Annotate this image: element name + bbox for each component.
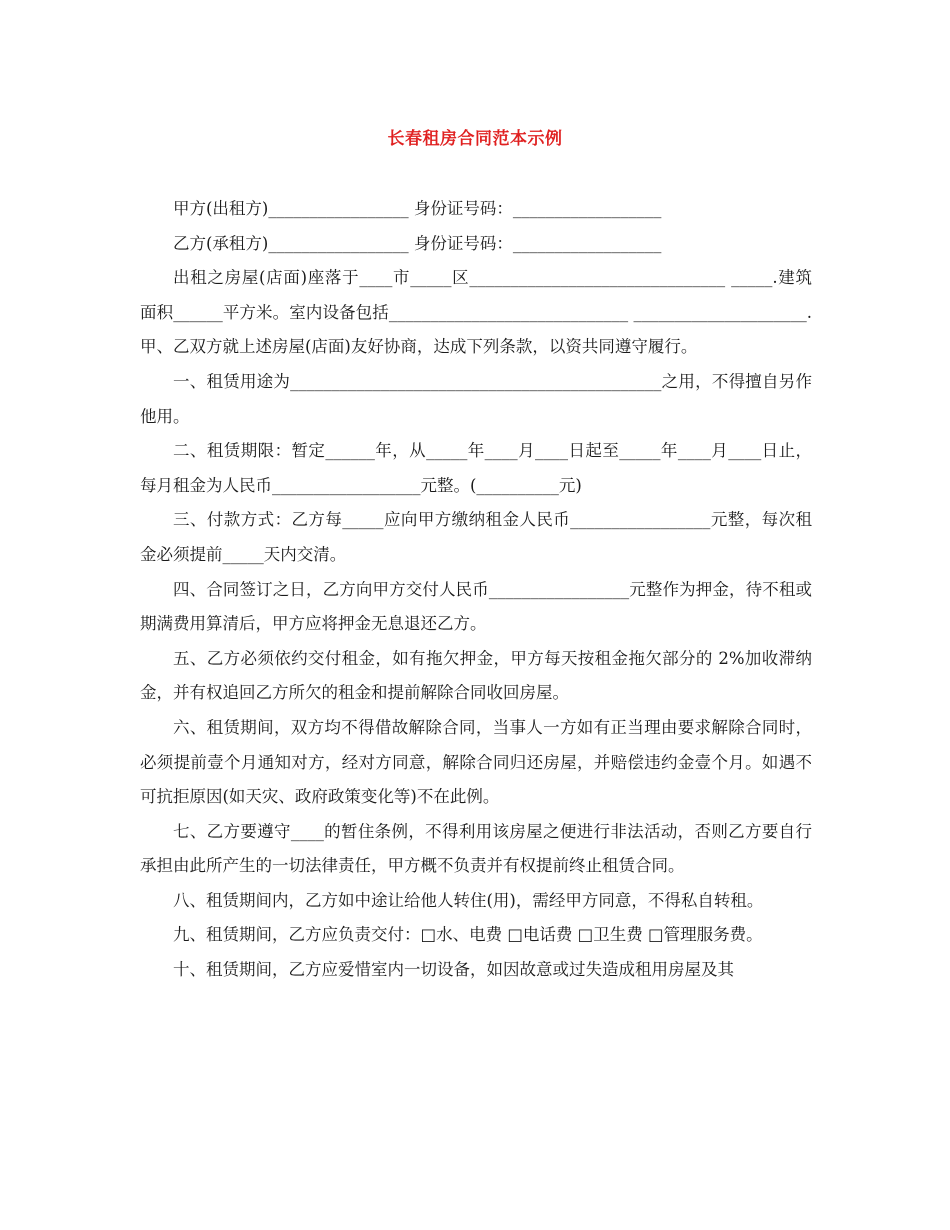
paragraph-clause-3: 三、付款方式：乙方每_____应向甲方缴纳租金人民币_________________元整，每次租金必须提前_____天内交清。 <box>140 510 812 564</box>
paragraph-premises: 出租之房屋(店面)座落于____市_____区_______________________________ _____.建筑面积______平方米。室内设备包括_____________________________ _____________________.甲、乙双方就上述房屋(店面)友好协商，达成下列条款，以资共同遵守履行。 <box>140 268 812 357</box>
paragraph-party-b: 乙方(承租方)_________________ 身份证号码：__________________ <box>173 233 662 253</box>
paragraph-clause-5: 五、乙方必须依约交付租金，如有拖欠押金，甲方每天按租金拖欠部分的 2%加收滞纳金，并有权追回乙方所欠的租金和提前解除合同收回房屋。 <box>140 648 812 703</box>
paragraph-clause-6: 六、租赁期间，双方均不得借故解除合同，当事人一方如有正当理由要求解除合同时，必须提前壹个月通知对方，经对方同意，解除合同归还房屋，并赔偿违约金壹个月。如遇不可抗拒原因(如天灾、政府政策变化等)不在此例。 <box>140 717 812 807</box>
paragraph-clause-4: 四、合同签订之日，乙方向甲方交付人民币_________________元整作为押金，待不租或期满费用算清后，甲方应将押金无息退还乙方。 <box>140 579 812 634</box>
paragraph-clause-2: 二、租赁期限：暂定______年，从_____年____月____日起至_____年____月____日止，每月租金为人民币__________________元整。(__________元) <box>140 441 812 495</box>
paragraph-clause-1: 一、租赁用途为_____________________________________________之用，不得擅自另作他用。 <box>140 371 812 426</box>
document-title: 长春租房合同范本示例 <box>387 129 563 149</box>
paragraph-clause-9: 九、租赁期间，乙方应负责交付：□水、电费 □电话费 □卫生费 □管理服务费。 <box>173 925 763 945</box>
paragraph-party-a: 甲方(出租方)_________________ 身份证号码：__________________ <box>173 199 662 218</box>
document-body <box>140 192 812 988</box>
paragraph-clause-8: 八、租赁期间内，乙方如中途让给他人转住(用)，需经甲方同意，不得私自转租。 <box>173 890 764 910</box>
paragraph-clause-7: 七、乙方要遵守____的暂住条例，不得利用该房屋之便进行非法活动，否则乙方要自行承担由此所产生的一切法律责任，甲方概不负责并有权提前终止租赁合同。 <box>140 821 812 876</box>
paragraph-clause-10: 十、租赁期间，乙方应爱惜室内一切设备，如因故意或过失造成租用房屋及其 <box>173 960 734 980</box>
